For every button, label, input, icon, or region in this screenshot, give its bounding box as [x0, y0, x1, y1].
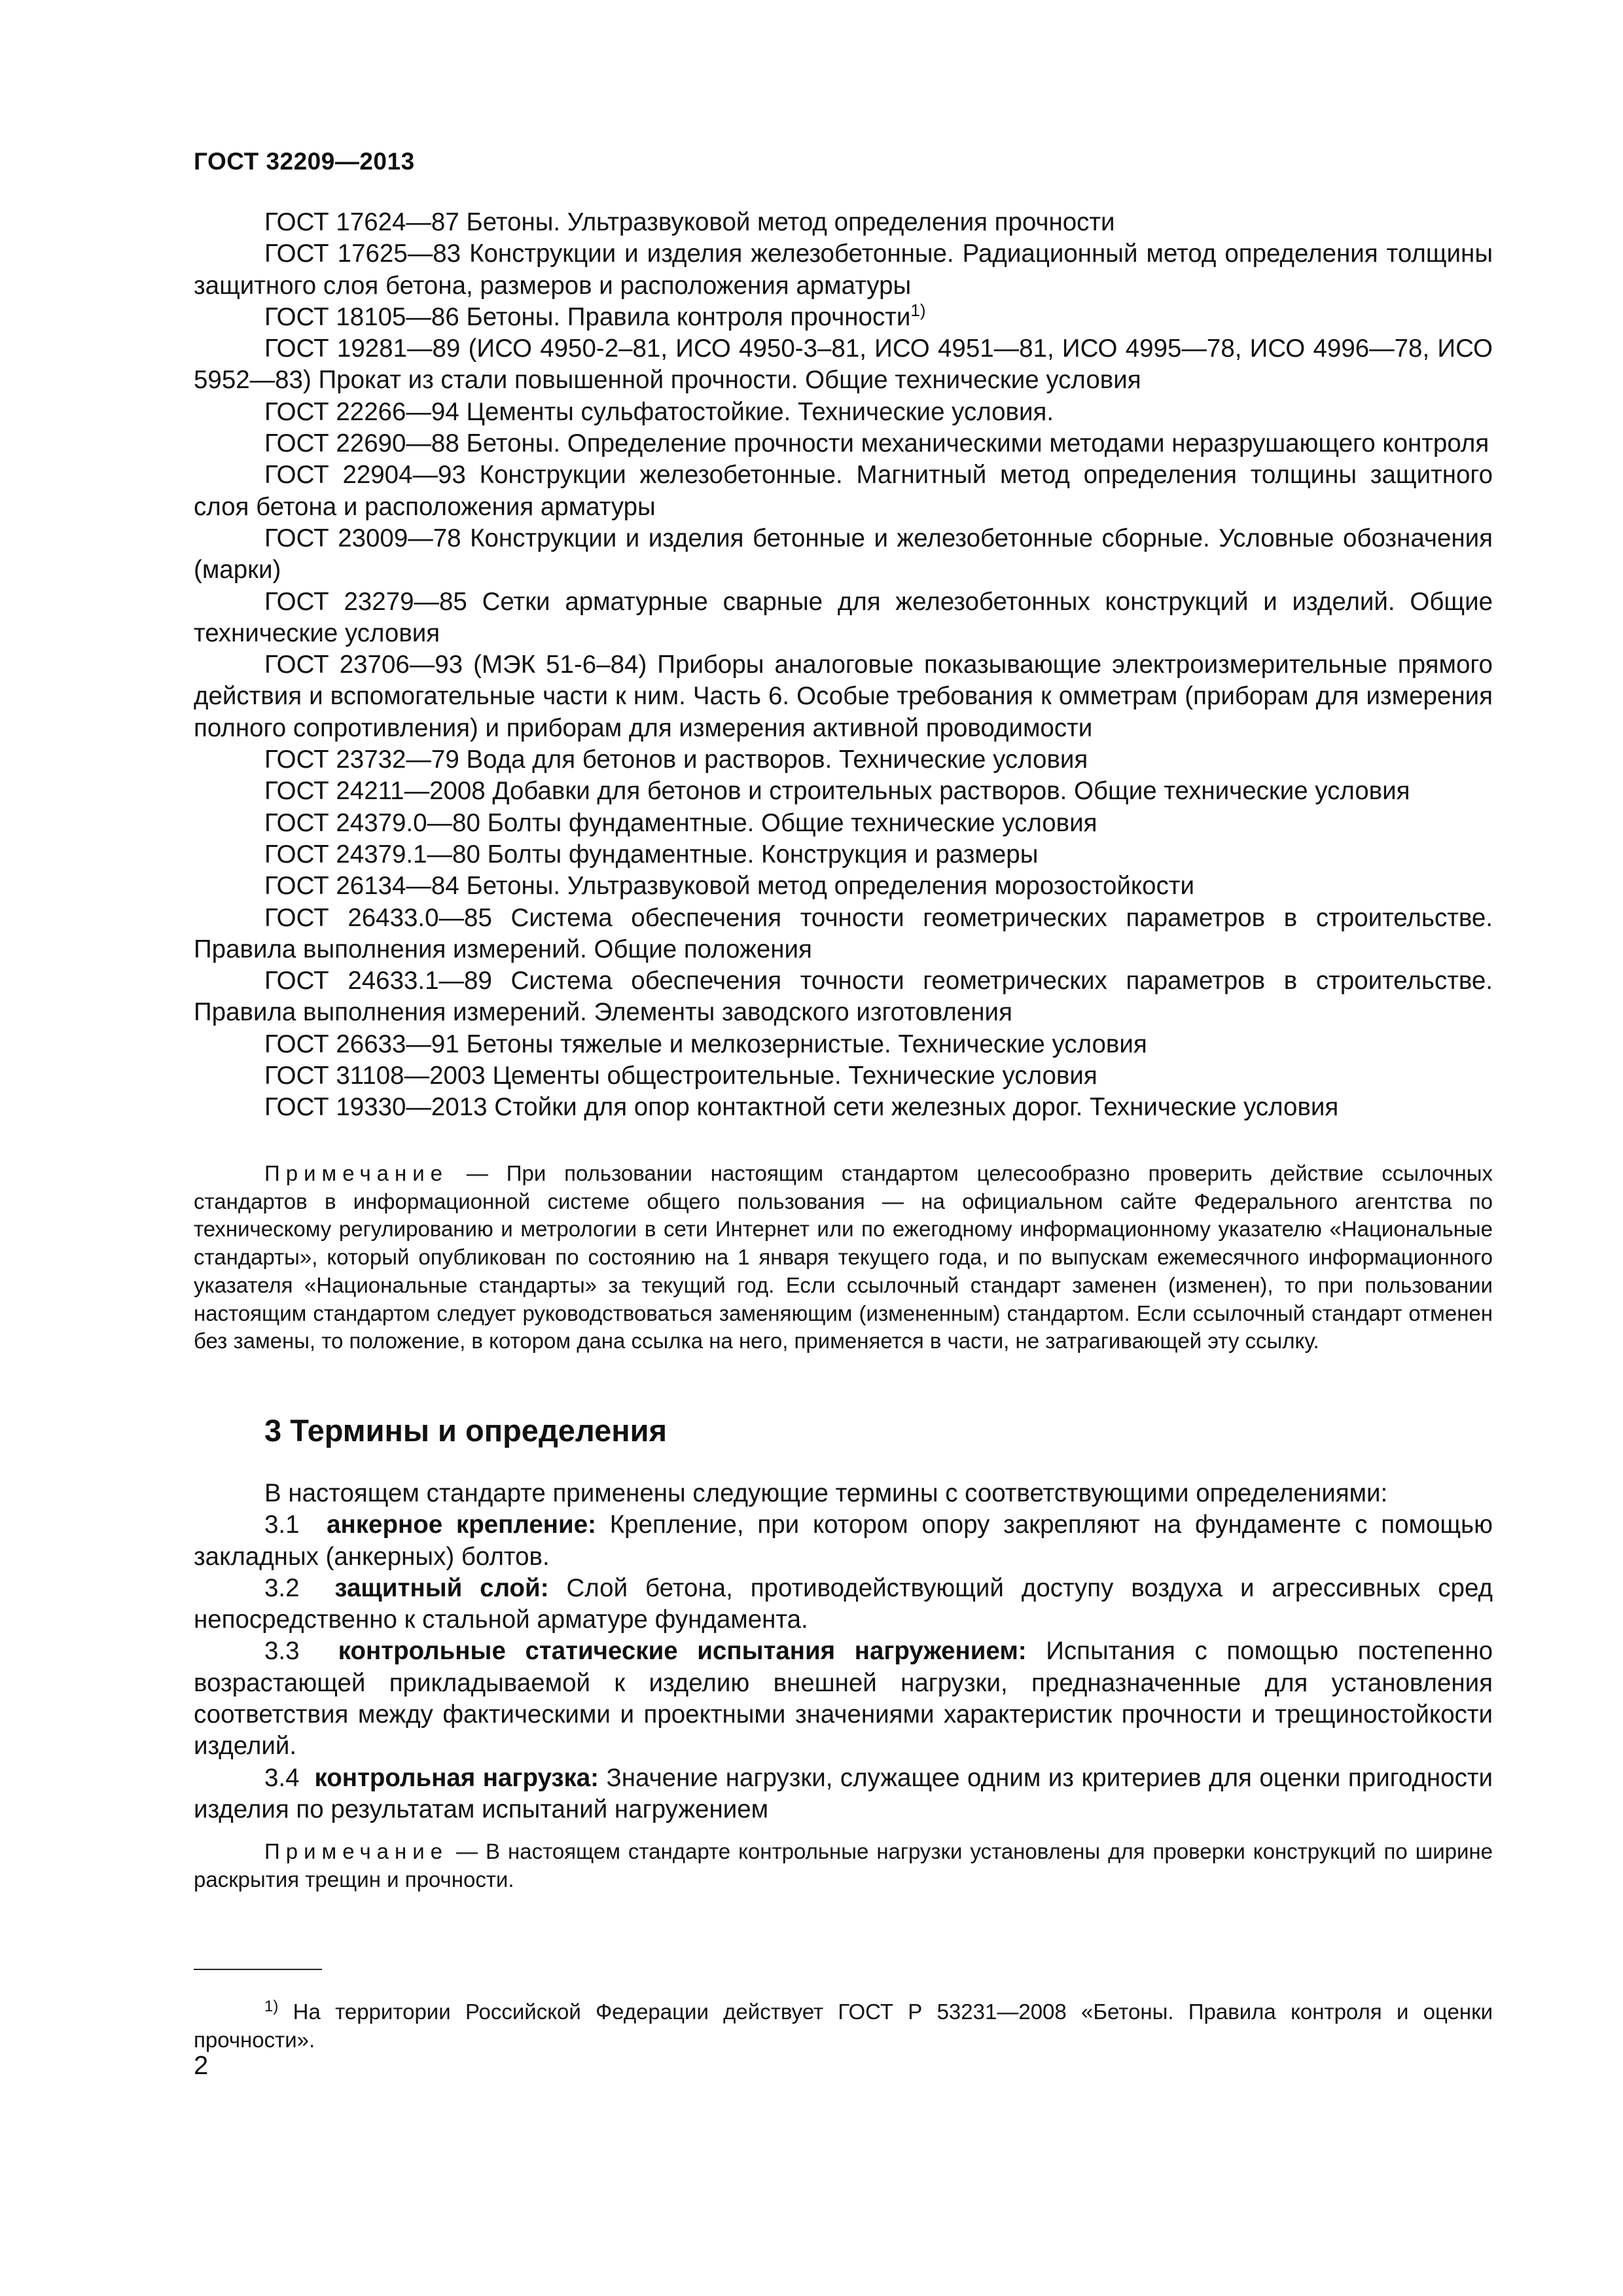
- reference-title: (ИСО 4950-2–81, ИСО 4950-3–81, ИСО 4951—81, ИСО 4995—78, ИСО 4996—78, ИСО 5952—83) Прокат из стали повышенной прочности. Общие технические условия: [194, 334, 1493, 395]
- term-number: 3.2: [264, 1573, 300, 1602]
- reference-item: [194, 965, 1493, 1029]
- note-text: — При пользовании настоящим стандартом целесообразно проверить действие ссылочных стандартов в информационной системе общего пользования — на официальном сайте Федерального агентства по техническому регулированию и метрологии в сети Интернет или по ежегодному информационному указателю «Национальные стандарты», который опубликован по состоянию на 1 января текущего года, и по выпускам ежемесячного информационного указателя «Национальные стандарты» за текущий год. Если ссылочный стандарт заменен (изменен), то при пользовании настоящим стандартом следует руководствоваться заменяющим (измененным) стандартом. Если ссылочный стандарт отменен без замены, то положение, в котором дана ссылка на него, применяется в части, не затрагивающей эту ссылку.: [194, 1161, 1493, 1354]
- terms-intro: В настоящем стандарте применены следующие термины с соответствующими определениями:: [264, 1479, 1388, 1507]
- reference-code: ГОСТ 26633—91: [264, 1030, 459, 1058]
- reference-item: [194, 459, 1493, 523]
- reference-code: ГОСТ 22904—93: [264, 461, 466, 490]
- reference-item: [194, 903, 1493, 966]
- reference-code: ГОСТ 24211—2008: [264, 777, 486, 806]
- footnote-mark[interactable]: 1): [910, 300, 926, 321]
- reference-code: ГОСТ 23009—78: [264, 524, 461, 552]
- reference-code: ГОСТ 18105—86: [264, 302, 459, 331]
- term-item: [194, 1509, 1493, 1573]
- reference-item: [194, 649, 1493, 744]
- reference-item: [194, 207, 1493, 238]
- reference-item: [194, 302, 1493, 333]
- reference-title: Бетоны тяжелые и мелкозернистые. Технические условия: [466, 1030, 1147, 1058]
- reference-item: [194, 397, 1493, 428]
- reference-code: ГОСТ 19281—89: [264, 334, 461, 363]
- reference-item: [194, 1029, 1493, 1060]
- term-number: 3.3: [264, 1637, 300, 1666]
- reference-code: ГОСТ 22690—88: [264, 429, 459, 458]
- reference-title: Добавки для бетонов и строительных растворов. Общие технические условия: [492, 777, 1410, 806]
- term-name: защитный слой:: [334, 1573, 549, 1602]
- note-label: Примечание: [264, 1161, 449, 1185]
- reference-code: ГОСТ 17625—83: [264, 240, 461, 268]
- reference-code: ГОСТ 22266—94: [264, 397, 459, 426]
- reference-item: [194, 744, 1493, 776]
- footnote-text: На территории Российской Федерации действует ГОСТ Р 53231—2008 «Бетоны. Правила контроля и оценки прочности».: [194, 2000, 1493, 2052]
- section-title: 3 Термины и определения: [264, 1413, 667, 1448]
- page-number: 2: [194, 2051, 209, 2080]
- terms-note: [194, 1838, 1493, 1893]
- reference-item: [194, 1060, 1493, 1092]
- page-header-standard-id: ГОСТ 32209—2013: [194, 148, 415, 175]
- reference-item: [194, 776, 1493, 807]
- term-item: [194, 1636, 1493, 1762]
- reference-title: Болты фундаментные. Конструкция и размеры: [487, 840, 1039, 869]
- reference-item: [194, 1092, 1493, 1123]
- reference-item: [194, 333, 1493, 397]
- reference-code: ГОСТ 24379.1—80: [264, 840, 480, 869]
- term-number: 3.1: [264, 1511, 300, 1539]
- reference-item: [194, 428, 1493, 459]
- reference-item: [194, 586, 1493, 650]
- reference-item: [194, 238, 1493, 302]
- term-definition: Слой бетона, противодействующий доступу воздуха и агрессивных сред непосредственно к стальной арматуре фундамента.: [194, 1573, 1493, 1634]
- reference-code: ГОСТ 19330—2013: [264, 1093, 488, 1122]
- reference-code: ГОСТ 23732—79: [264, 745, 459, 774]
- reference-code: ГОСТ 24633.1—89: [264, 967, 492, 996]
- footnote: [194, 1998, 1493, 2054]
- term-item: [194, 1763, 1493, 1826]
- term-definition: Крепление, при котором опору закрепляют на фундаменте с помощью закладных (анкерных) болтов.: [194, 1511, 1493, 1571]
- note-text: — В настоящем стандарте контрольные нагрузки установлены для проверки конструкций по ширине раскрытия трещин и прочности.: [194, 1839, 1493, 1892]
- term-definition: Испытания с помощью постепенно возрастающей прикладываемой к изделию внешней нагрузки, предназначенные для установления соответствия между фактическими и проектными значениями характеристик прочности и трещиностойкости изделий.: [194, 1637, 1493, 1761]
- reference-title: Конструкции и изделия железобетонные. Радиационный метод определения толщины защитного слоя бетона, размеров и расположения арматуры: [194, 240, 1493, 300]
- reference-code: ГОСТ 31108—2003: [264, 1062, 486, 1090]
- term-number: 3.4: [264, 1763, 300, 1792]
- term-name: контрольная нагрузка:: [314, 1763, 599, 1792]
- reference-code: ГОСТ 17624—87: [264, 208, 459, 236]
- reference-code: ГОСТ 24379.0—80: [264, 808, 480, 837]
- term-item: [194, 1573, 1493, 1636]
- reference-title: Система обеспечения точности геометрических параметров в строительстве. Правила выполнения измерений. Общие положения: [194, 903, 1493, 963]
- note-label: Примечание: [264, 1839, 449, 1863]
- reference-item: [194, 870, 1493, 902]
- normative-references-list: [194, 207, 1493, 1124]
- reference-title: (МЭК 51-6–84) Приборы аналоговые показывающие электроизмерительные прямого действия и вспомогательные части к ним. Часть 6. Особые требования к омметрам (приборам для измерения полного сопротивления) и приборам для измерения активной проводимости: [194, 651, 1493, 742]
- footnote-mark: 1): [264, 1998, 279, 2015]
- reference-title: Конструкции и изделия бетонные и железобетонные сборные. Условные обозначения (марки): [194, 524, 1493, 584]
- reference-title: Бетоны. Правила контроля прочности: [466, 302, 911, 331]
- term-definition: Значение нагрузки, служащее одним из критериев для оценки пригодности изделия по результатам испытаний нагружением: [194, 1763, 1493, 1823]
- reference-code: ГОСТ 26134—84: [264, 872, 459, 901]
- reference-item: [194, 808, 1493, 839]
- reference-title: Болты фундаментные. Общие технические условия: [487, 808, 1097, 837]
- reference-title: Цементы сульфатостойкие. Технические условия.: [466, 397, 1054, 426]
- reference-title: Стойки для опор контактной сети железных дорог. Технические условия: [494, 1093, 1339, 1122]
- reference-title: Бетоны. Ультразвуковой метод определения морозостойкости: [466, 872, 1194, 901]
- reference-title: Конструкции железобетонные. Магнитный метод определения толщины защитного слоя бетона и расположения арматуры: [194, 461, 1493, 521]
- reference-title: Система обеспечения точности геометрических параметров в строительстве. Правила выполнения измерений. Элементы заводского изготовления: [194, 967, 1493, 1027]
- reference-item: [194, 839, 1493, 870]
- term-name: контрольные статические испытания нагружением:: [338, 1637, 1027, 1666]
- reference-title: Цементы общестроительные. Технические условия: [492, 1062, 1097, 1090]
- reference-code: ГОСТ 23706—93: [264, 651, 463, 679]
- reference-title: Вода для бетонов и растворов. Технические условия: [466, 745, 1088, 774]
- reference-code: ГОСТ 26433.0—85: [264, 903, 492, 932]
- reference-item: [194, 523, 1493, 586]
- reference-title: Бетоны. Определение прочности механическими методами неразрушающего контроля: [466, 429, 1489, 458]
- footnote-divider: [194, 1969, 322, 1970]
- term-name: анкерное крепление:: [327, 1511, 596, 1539]
- references-note: [194, 1160, 1493, 1355]
- terms-section: [194, 1478, 1493, 1825]
- reference-title: Бетоны. Ультразвуковой метод определения прочности: [466, 208, 1115, 236]
- reference-code: ГОСТ 23279—85: [264, 587, 467, 616]
- reference-title: Сетки арматурные сварные для железобетонных конструкций и изделий. Общие технические условия: [194, 587, 1493, 647]
